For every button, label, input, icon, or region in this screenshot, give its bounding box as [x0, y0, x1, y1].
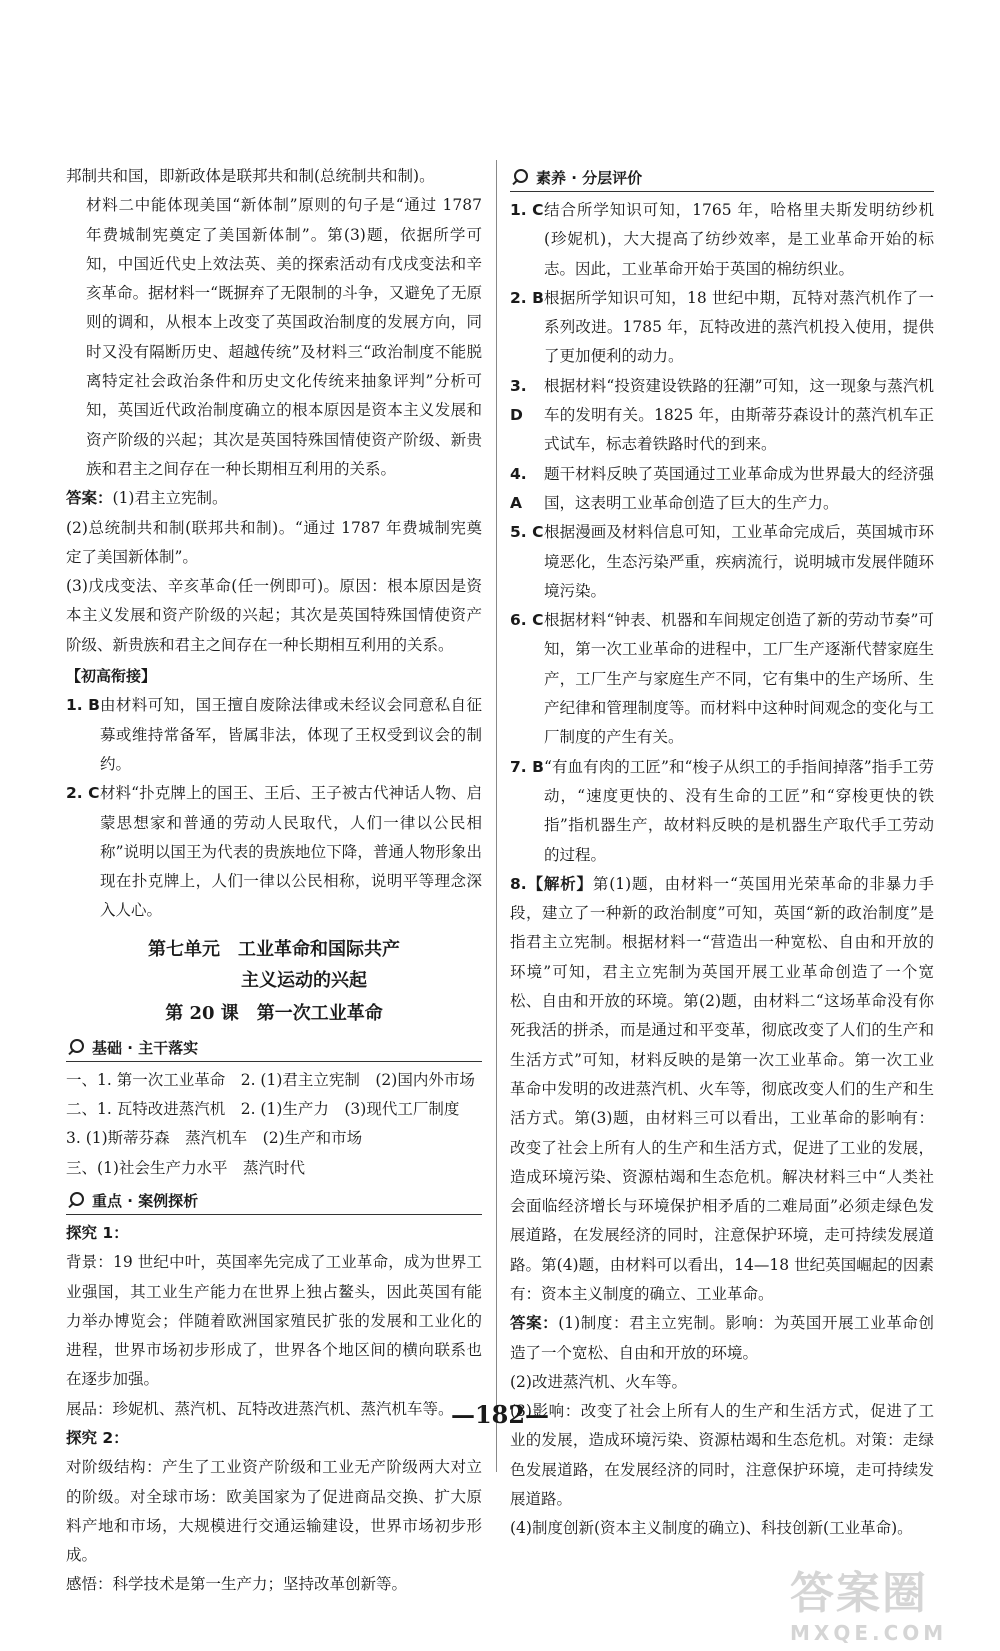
answer-label: 答案： — [510, 1314, 559, 1333]
basic-section-title: 基础 · 主干落实 — [92, 1038, 199, 1057]
page-number: —182— — [450, 1400, 550, 1429]
watermark-line-2: MXQE.COM — [790, 1621, 948, 1645]
item-number: 1. C — [510, 201, 544, 219]
item-text: 材料“扑克牌上的国王、王后、王子被古代神话人物、启蒙思想家和普通的劳动人民取代，人们一律以公民相称”说明以国王为代表的贵族地位下降，普通人物形象出现在扑克牌上，人们一律以公民相称，说明平等理念深入人心。 — [100, 784, 482, 920]
item-number: 7. B — [510, 757, 544, 776]
left-column — [66, 162, 482, 1600]
answer-1: (1)制度：君主立宪制。影响：为英国开展工业革命创造了一个宽松、自由和开放的环境。 — [510, 1314, 934, 1362]
bridge-heading: 【初高衔接】 — [66, 667, 157, 686]
basic-section-heading — [66, 1036, 482, 1062]
right-column — [510, 162, 934, 1544]
case-section-heading — [66, 1189, 482, 1215]
intro-paragraph: 材料二中能体现美国“新体制”原则的句子是“通过 1787 年费城制宪奠定了美国新体制”。第(3)题，依据所学可知，中国近代史上效法英、美的探索活动有戊戌变法和辛亥革命。据材料一“既摒弃了无限制的斗争，又避免了无原则的调和，从根本上改变了英国政治制度的发展方向，同时又没有隔断历史、超越传统”及材料三“政治制度不能脱离特定社会政治条件和历史文化传统来抽象评判”分析可知，英国近代政治制度确立的根本原因是资本主义发展和资产阶级的兴起；其次是英国特殊国情使资产阶级、新贵族和君主之间存在一种长期相互利用的关系。 — [86, 196, 482, 478]
item-text: “有血有肉的工匠”和“梭子从织工的手指间掉落”指手工劳动，“速度更快的、没有生命的工匠”和“穿梭更快的铁指”指机器生产，故材料反映的是机器生产取代手工劳动的过程。 — [544, 757, 934, 864]
eval-item-8 — [510, 870, 934, 1309]
item-text: 根据材料“钟表、机器和车间规定创造了新的劳动节奏”可知，第一次工业革命的进程中，工厂生产逐渐代替家庭生产，工厂生产与家庭生产不同，它有集中的生产场所、生产纪律和管理制度等。而材料中这种时间观念的变化与工厂制度的产生有关。 — [544, 611, 934, 747]
item-text: 根据所学知识可知，18 世纪中期，瓦特对蒸汽机作了一系列改进。1785 年，瓦特改进的蒸汽机投入使用，提供了更加便利的动力。 — [544, 288, 934, 366]
magnifier-icon — [66, 1038, 86, 1058]
eval-item-6 — [510, 606, 934, 752]
item-text: 根据材料“投资建设铁路的狂潮”可知，这一现象与蒸汽机车的发明有关。1825 年，由斯蒂芬森设计的蒸汽机车正式试车，标志着铁路时代的到来。 — [544, 376, 934, 454]
answer-label: 答案： — [66, 489, 113, 508]
explore-1-text: 背景：19 世纪中叶，英国率先完成了工业革命，成为世界工业强国，其工业生产能力在世界上独占鳌头，因此英国有能力举办博览会；伴随着欧洲国家殖民扩张的发展和工业化的进程，世界市场初步形成了，世界各个地区间的横向联系也在逐步加强。 — [66, 1253, 482, 1389]
item-number: 5. C — [510, 523, 544, 542]
item-text: 根据漫画及材料信息可知，工业革命完成后，英国城市环境恶化，生态污染严重，疾病流行，说明城市发展伴随环境污染。 — [544, 523, 934, 600]
item-number: 2. C — [66, 784, 100, 803]
unit-title — [66, 934, 482, 996]
bridge-item-1 — [66, 691, 482, 779]
answer-2: (2)总统制共和制(联邦共和制)。“通过 1787 年费城制宪奠定了美国新体制”。 — [66, 518, 482, 566]
answer-3: (3)戊戌变法、辛亥革命(任一例即可)。原因：根本原因是资本主义发展和资产阶级的兴起；其次是英国特殊国情使资产阶级、新贵族和君主之间存在一种长期相互利用的关系。 — [66, 577, 482, 654]
lesson-title: 第 20 课 第一次工业革命 — [165, 1002, 383, 1024]
item-number: 6. C — [510, 611, 544, 630]
analysis-label: 【解析】 — [526, 874, 593, 893]
item-number: 4. A — [510, 464, 527, 512]
watermark-line-1: 答案圈 — [790, 1568, 928, 1619]
answer-4: (4)制度创新(资本主义制度的确立)、科技创新(工业革命)。 — [510, 1519, 913, 1538]
magnifier-icon — [510, 168, 530, 188]
bridge-item-2 — [66, 779, 482, 925]
eval-section-heading — [510, 166, 934, 192]
explore-1-label: 探究 1： — [66, 1223, 129, 1242]
insight-text: 感悟：科学技术是第一生产力；坚持改革创新等。 — [66, 1575, 408, 1594]
basic-line: 一、1. 第一次工业革命 2. (1)君主立宪制 (2)国内外市场 — [66, 1070, 475, 1089]
eval-item-4 — [510, 460, 934, 519]
eval-item-3 — [510, 372, 934, 460]
answer-block — [66, 484, 482, 513]
explore-1-exhibits: 展品：珍妮机、蒸汽机、瓦特改进蒸汽机、蒸汽机车等。 — [66, 1399, 454, 1418]
magnifier-icon — [66, 1191, 86, 1211]
basic-line: 3. (1)斯蒂芬森 蒸汽机车 (2)生产和市场 — [66, 1129, 363, 1148]
eval-item-5 — [510, 518, 934, 606]
intro-line: 邦制共和国，即新政体是联邦共和制(总统制共和制)。 — [66, 167, 435, 185]
item-text: 题干材料反映了英国通过工业革命成为世界最大的经济强国，这表明工业革命创造了巨大的生产力。 — [544, 464, 934, 512]
unit-title-line-2: 主义运动的兴起 — [241, 969, 367, 991]
eval-item-1 — [510, 196, 934, 284]
case-section-title: 重点 · 案例探析 — [92, 1191, 199, 1210]
item-number: 1. B — [66, 696, 100, 715]
answer-2: (2)改进蒸汽机、火车等。 — [510, 1372, 687, 1391]
item-number: 8. — [510, 874, 527, 893]
eval-item-2 — [510, 284, 934, 372]
basic-line: 二、1. 瓦特改进蒸汽机 2. (1)生产力 (3)现代工厂制度 — [66, 1100, 460, 1119]
answer-3: (3)影响：改变了社会上所有人的生产和生活方式，促进了工业的发展，造成环境污染、资源枯竭和生态危机。对策：走绿色发展道路，在发展经济的同时，注意保护环境，走可持续发展道路。 — [510, 1402, 934, 1509]
item-number: 2. B — [510, 288, 544, 307]
watermark-logo — [790, 1557, 990, 1645]
answer-block — [510, 1309, 934, 1368]
answer-1: (1)君主立宪制。 — [112, 489, 228, 508]
item-text: 结合所学知识可知，1765 年，哈格里夫斯发明纺纱机(珍妮机)，大大提高了纺纱效率，是工业革命开始的标志。因此，工业革命开始于英国的棉纺织业。 — [544, 201, 934, 278]
basic-line: 三、(1)社会生产力水平 蒸汽时代 — [66, 1158, 305, 1177]
analysis-text: 第(1)题，由材料一“英国用光荣革命的非暴力手段，建立了一种新的政治制度”可知，英国“新的政治制度”是指君主立宪制。根据材料一“营造出一种宽松、自由和开放的环境”可知，君主立宪制为英国开展工业革命创造了一个宽松、自由和开放的环境。第(2)题，由材料二“这场革命没有你死我活的拼杀，而是通过和平变革，彻底改变了人们的生产和生活方式”可知，材料反映的是第一次工业革命。第一次工业革命中发明的改进蒸汽机、火车等，彻底改变人们的生产和生活方式。第(3)题，由材料三可以看出，工业革命的影响有：改变了社会上所有人的生产和生活方式，促进了工业的发展，造成环境污染、资源枯竭和生态危机。解决材料三中“人类社会面临经济增长与环境保护相矛盾的二难局面”必须走绿色发展道路，在发展经济的同时，注意保护环境，走可持续发展道路。第(4)题，由材料可以看出，14—18 世纪英国崛起的因素有：资本主义制度的确立、工业革命。 — [510, 874, 934, 1303]
column-divider — [496, 160, 497, 1472]
unit-title-line-1: 第七单元 工业革命和国际共产 — [148, 938, 400, 960]
eval-item-7 — [510, 753, 934, 870]
explore-2-text: 对阶级结构：产生了工业资产阶级和工业无产阶级两大对立的阶级。对全球市场：欧美国家为了促进商品交换、扩大原料产地和市场，大规模进行交通运输建设，世界市场初步形成。 — [66, 1458, 482, 1565]
eval-section-title: 素养 · 分层评价 — [536, 169, 643, 187]
item-number: 3. D — [510, 376, 527, 425]
explore-2-label: 探究 2： — [66, 1428, 129, 1447]
item-text: 由材料可知，国王擅自废除法律或未经议会同意私自征募或维持常备军，皆属非法，体现了王权受到议会的制约。 — [100, 696, 482, 773]
